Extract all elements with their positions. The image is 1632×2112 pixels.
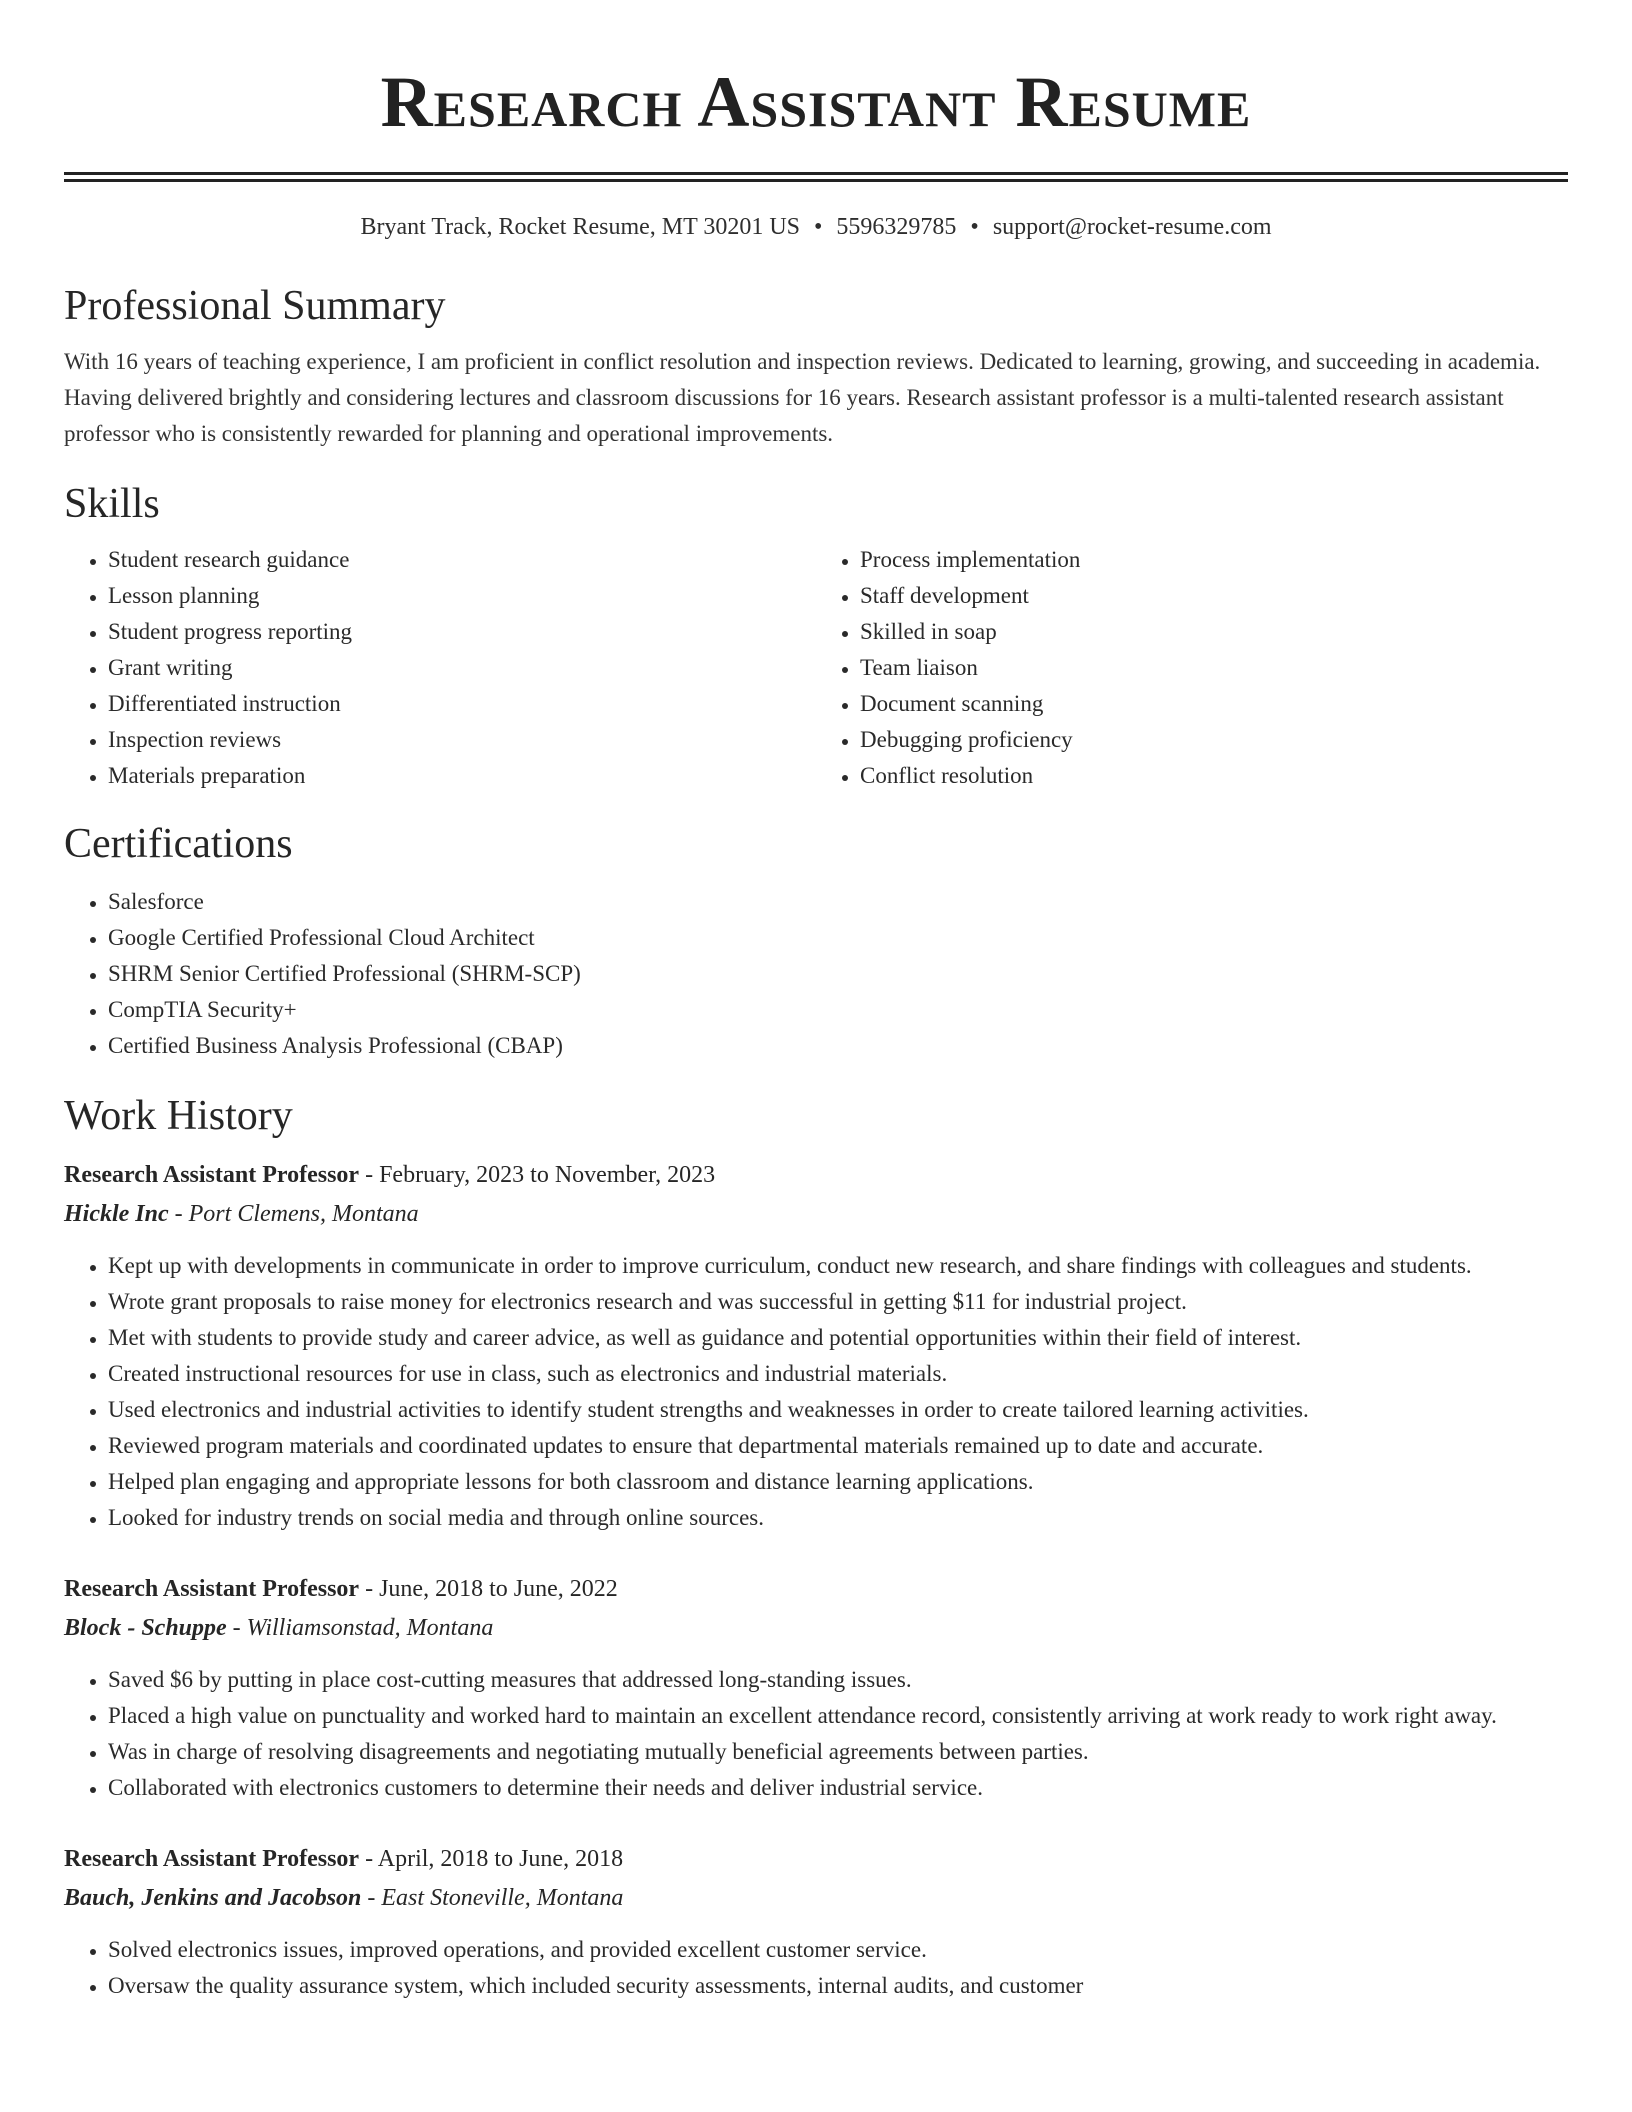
skills-heading: Skills: [64, 481, 160, 527]
job-bullet: • Reviewed program materials and coordinated updates to ensure that departmental materials remained up to date and accurate.: [108, 1428, 1568, 1464]
skills-columns: [64, 542, 1568, 794]
resume-page: [64, 0, 1568, 2004]
job-entry: [64, 1840, 1568, 2004]
skill-item: • Materials preparation: [108, 758, 816, 794]
skills-list-left: [64, 542, 816, 794]
job-company: Block - Schuppe: [64, 1615, 227, 1641]
job-dates: - June, 2018 to June, 2022: [359, 1576, 618, 1602]
job-bullet: • Met with students to provide study and career advice, as well as guidance and potential opportunities within their field of interest.: [108, 1320, 1568, 1356]
job-bullet: • Solved electronics issues, improved operations, and provided excellent customer service.: [108, 1932, 1568, 1968]
skill-item: • Conflict resolution: [860, 758, 1568, 794]
job-bullet: • Collaborated with electronics customers to determine their needs and deliver industrial service.: [108, 1770, 1568, 1806]
skills-list-right: [816, 542, 1568, 794]
contact-separator: •: [970, 214, 979, 240]
job-title: Research Assistant Professor: [64, 1846, 360, 1872]
job-bullets: [64, 1932, 1568, 2004]
certifications-heading: Certifications: [64, 821, 293, 867]
job-bullet: • Oversaw the quality assurance system, which included security assessments, internal audits, and customer: [108, 1968, 1568, 2004]
job-title: Research Assistant Professor: [64, 1162, 360, 1188]
job-bullet: • Created instructional resources for use in class, such as electronics and industrial materials.: [108, 1356, 1568, 1392]
certification-item: • SHRM Senior Certified Professional (SHRM-SCP): [108, 956, 1568, 992]
contact-separator: •: [814, 214, 823, 240]
job-entry: [64, 1156, 1568, 1536]
job-title-line: [64, 1840, 1568, 1878]
skill-item: • Team liaison: [860, 650, 1568, 686]
job-location: - Port Clemens, Montana: [168, 1201, 419, 1227]
summary-text: With 16 years of teaching experience, I am proficient in conflict resolution and inspection reviews. Dedicated to learning, growing, and succeeding in academia. Having delivered brightly and considering lectures and classroom discussions for 16 years. Research assistant professor is a multi-talented research assistant professor who is consistently rewarded for planning and operational improvements.: [64, 349, 1541, 446]
job-location: - Williamsonstad, Montana: [226, 1615, 494, 1641]
certification-item: • Certified Business Analysis Professional (CBAP): [108, 1028, 1568, 1064]
job-company-line: [64, 1194, 1568, 1234]
job-bullet: • Helped plan engaging and appropriate lessons for both classroom and distance learning applications.: [108, 1464, 1568, 1500]
job-title-line: [64, 1570, 1568, 1608]
skill-item: • Student research guidance: [108, 542, 816, 578]
certification-item: • Google Certified Professional Cloud Architect: [108, 920, 1568, 956]
summary-heading: Professional Summary: [64, 283, 446, 329]
work-history-heading: Work History: [64, 1093, 293, 1139]
job-bullet: • Looked for industry trends on social media and through online sources.: [108, 1500, 1568, 1536]
job-entry: [64, 1570, 1568, 1806]
job-bullet: • Used electronics and industrial activities to identify student strengths and weaknesses in order to create tailored learning activities.: [108, 1392, 1568, 1428]
job-bullets: [64, 1248, 1568, 1536]
skill-item: • Debugging proficiency: [860, 722, 1568, 758]
skill-item: • Skilled in soap: [860, 614, 1568, 650]
contact-line: [64, 212, 1568, 242]
skill-item: • Grant writing: [108, 650, 816, 686]
skill-item: • Document scanning: [860, 686, 1568, 722]
job-dates: - April, 2018 to June, 2018: [359, 1846, 624, 1872]
certification-item: • Salesforce: [108, 884, 1568, 920]
job-company: Hickle Inc: [64, 1201, 169, 1227]
job-bullet: • Saved $6 by putting in place cost-cutting measures that addressed long-standing issues.: [108, 1662, 1568, 1698]
skill-item: • Inspection reviews: [108, 722, 816, 758]
skill-item: • Lesson planning: [108, 578, 816, 614]
skill-item: • Process implementation: [860, 542, 1568, 578]
job-title-line: [64, 1156, 1568, 1194]
job-bullet: • Placed a high value on punctuality and worked hard to maintain an excellent attendance record, consistently arriving at work ready to work right away.: [108, 1698, 1568, 1734]
contact-email: support@rocket-resume.com: [992, 214, 1272, 240]
job-bullet: • Was in charge of resolving disagreements and negotiating mutually beneficial agreements between parties.: [108, 1734, 1568, 1770]
skill-item: • Differentiated instruction: [108, 686, 816, 722]
skill-item: • Staff development: [860, 578, 1568, 614]
title-divider: [64, 172, 1568, 182]
job-bullets: [64, 1662, 1568, 1806]
skill-item: • Student progress reporting: [108, 614, 816, 650]
certifications-list: [64, 884, 1568, 1064]
contact-phone: 5596329785: [836, 214, 957, 240]
job-company-line: [64, 1608, 1568, 1648]
job-dates: - February, 2023 to November, 2023: [359, 1162, 716, 1188]
job-company-line: [64, 1878, 1568, 1918]
job-location: - East Stoneville, Montana: [361, 1885, 624, 1911]
certification-item: • CompTIA Security+: [108, 992, 1568, 1028]
job-company: Bauch, Jenkins and Jacobson: [64, 1885, 362, 1911]
job-bullet: • Wrote grant proposals to raise money for electronics research and was successful in getting $11 for industrial project.: [108, 1284, 1568, 1320]
job-bullet: • Kept up with developments in communicate in order to improve curriculum, conduct new research, and share findings with colleagues and students.: [108, 1248, 1568, 1284]
contact-address: Bryant Track, Rocket Resume, MT 30201 US: [360, 214, 801, 240]
page-title: Research Assistant Resume: [380, 62, 1252, 142]
job-title: Research Assistant Professor: [64, 1576, 360, 1602]
